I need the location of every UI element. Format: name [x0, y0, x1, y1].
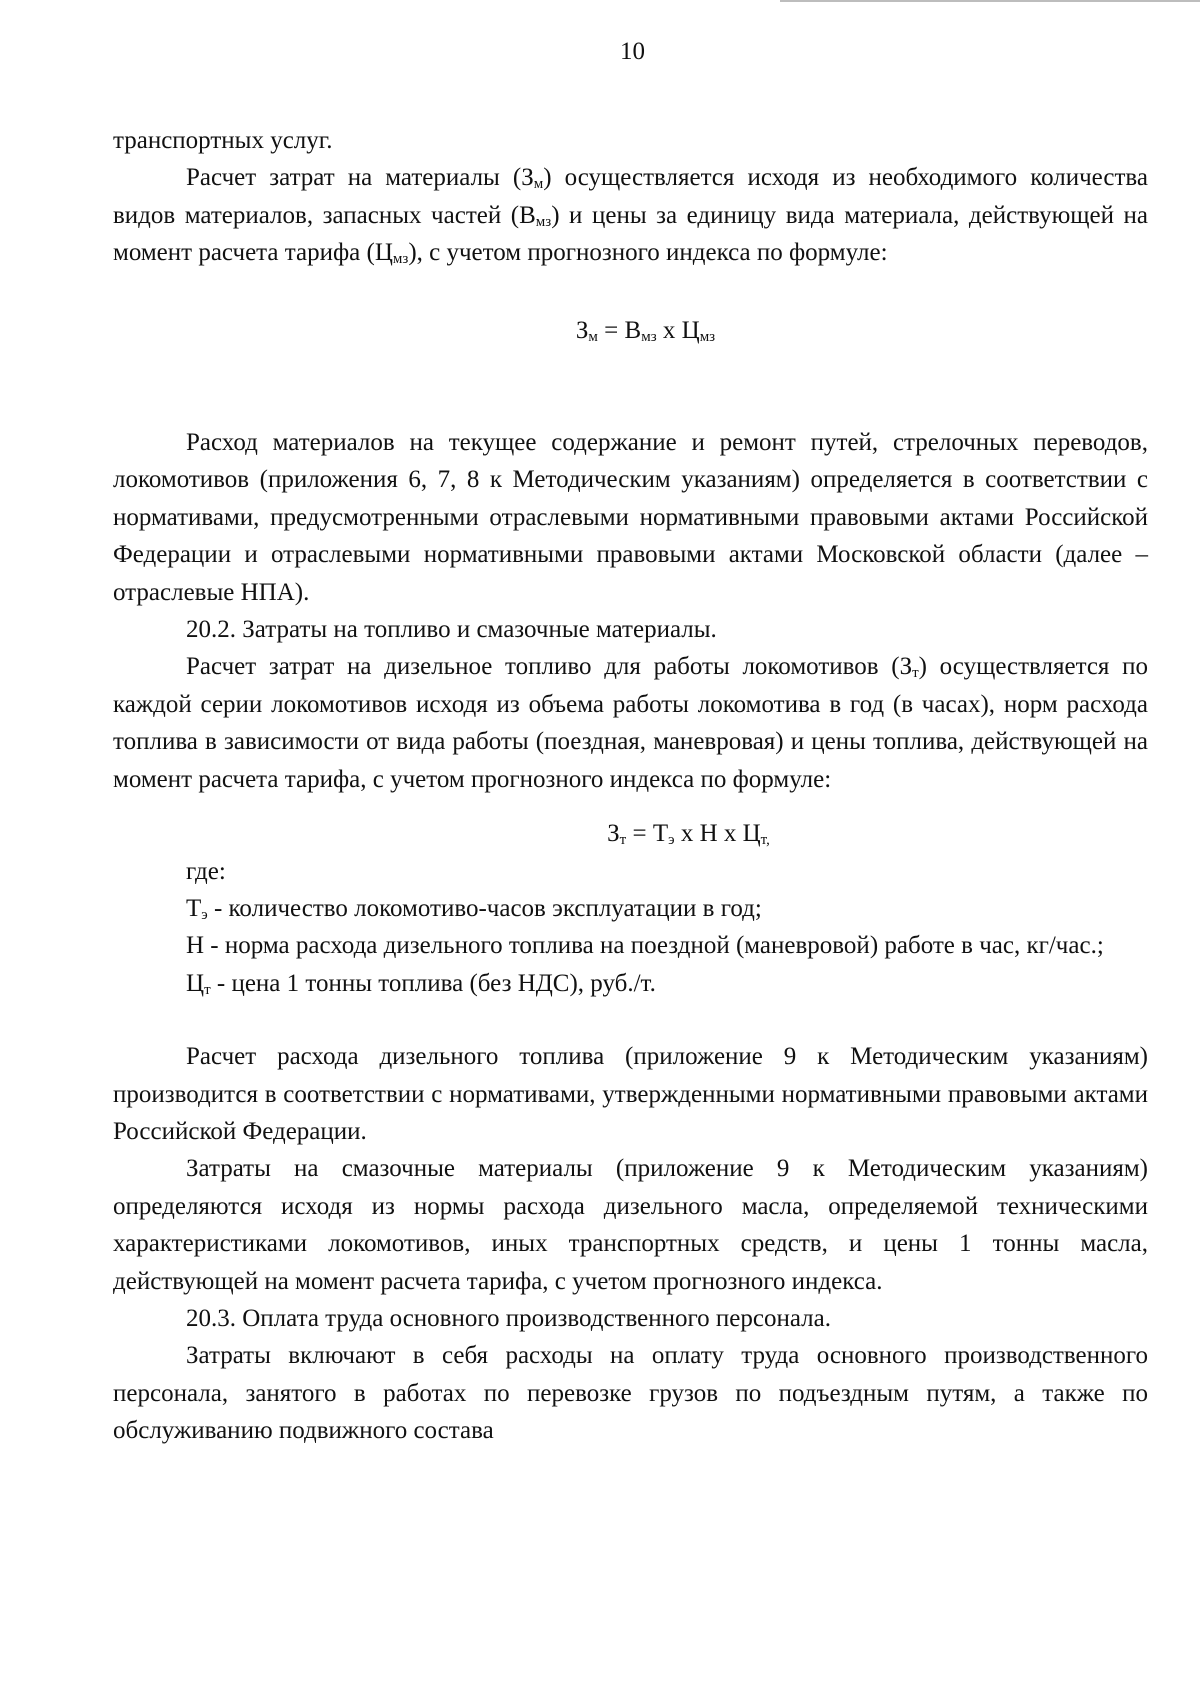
- text-run: - количество локомотиво-часов эксплуатации в год;: [207, 894, 762, 922]
- subscript: м: [588, 328, 598, 345]
- where-label: где:: [186, 857, 226, 885]
- formula-part: = В: [597, 316, 642, 344]
- subscript: т: [912, 665, 919, 682]
- text-run: Расчет затрат на материалы (З: [186, 164, 534, 192]
- subscript: мз: [392, 251, 409, 268]
- formula-fuel: [113, 815, 1148, 852]
- definition-n: Н - норма расхода дизельного топлива на поездной (маневровой) работе в час, кг/час.;: [186, 932, 1104, 960]
- paragraph-labor-costs: Затраты включают в себя расходы на оплату труда основного производственного персонала, занятого в работах по перевозке грузов по подъездным путям, а также по обслуживанию подвижного состава: [113, 1342, 1148, 1445]
- formula-part: х Ц: [656, 316, 700, 344]
- formula-part: З: [575, 316, 589, 344]
- subscript: т,: [760, 832, 770, 849]
- section-heading-20-3: 20.3. Оплата труда основного производственного персонала.: [186, 1304, 832, 1332]
- subscript: э: [201, 906, 208, 923]
- paragraph-fuel-cost: [113, 648, 1148, 798]
- subscript: т: [204, 981, 211, 998]
- formula-materials: [113, 312, 1148, 349]
- definition-te: [113, 890, 1148, 927]
- text-run: ) осуществляется по каждой серии локомотивов исходя из объема работы локомотива в год (в часах), норм расхода топлива в зависимости от вида работы (поездная, маневровая) и цены топлива, действующей на момент расчета тарифа, с учетом прогнозного индекса по формуле:: [113, 653, 1148, 793]
- scan-edge-line: [780, 0, 1200, 2]
- subscript: э: [668, 832, 675, 849]
- subscript: мз: [641, 328, 657, 345]
- section-heading-20-2: 20.2. Затраты на топливо и смазочные материалы.: [186, 616, 717, 644]
- subscript: мз: [699, 328, 716, 345]
- subscript: м: [533, 176, 544, 193]
- text-run: - цена 1 тонны топлива (без НДС), руб./т.: [210, 969, 656, 997]
- paragraph-fuel-consumption: Расчет расхода дизельного топлива (приложение 9 к Методическим указаниям) производится в соответствии с нормативами, утвержденными нормативными правовыми актами Российской Федерации.: [113, 1043, 1148, 1145]
- text-run: ), с учетом прогнозного индекса по формуле:: [408, 239, 888, 267]
- page-number: 10: [620, 38, 645, 65]
- formula-part: = Т: [626, 820, 669, 848]
- text-run: Ц: [186, 969, 205, 997]
- paragraph-materials-consumption: Расход материалов на текущее содержание и ремонт путей, стрелочных переводов, локомотивов (приложения 6, 7, 8 к Методическим указаниям) определяется в соответствии с нормативами, предусмотренными отраслевыми нормативными правовыми актами Российской Федерации и отраслевыми нормативными правовыми актами Московской области (далее – отраслевые НПА).: [113, 429, 1148, 606]
- subscript: мз: [535, 213, 552, 230]
- text-run: ) и цены за единицу вида материала, действующей на момент расчета тарифа (Ц: [113, 201, 1148, 267]
- subscript: т: [619, 832, 627, 849]
- formula-part: З: [607, 820, 620, 848]
- paragraph-lubricants: Затраты на смазочные материалы (приложение 9 к Методическим указаниям) определяются исходя из нормы расхода дизельного масла, определяемой техническими характеристиками локомотивов, иных транспортных средств, и цены 1 тонны масла, действующей на момент расчета тарифа, с учетом прогнозного индекса.: [113, 1155, 1148, 1295]
- formula-part: х Н х Ц: [674, 820, 761, 848]
- text-run: Т: [186, 894, 202, 922]
- paragraph-materials-cost: [113, 159, 1148, 271]
- text-run: ) осуществляется исходя из необходимого количества видов материалов, запасных частей (В: [113, 164, 1148, 229]
- paragraph-continuation: транспортных услуг.: [113, 127, 333, 154]
- page-body: [113, 122, 1148, 1450]
- definition-ct: [113, 965, 1148, 1002]
- text-run: Расчет затрат на дизельное топливо для работы локомотивов (З: [186, 653, 913, 681]
